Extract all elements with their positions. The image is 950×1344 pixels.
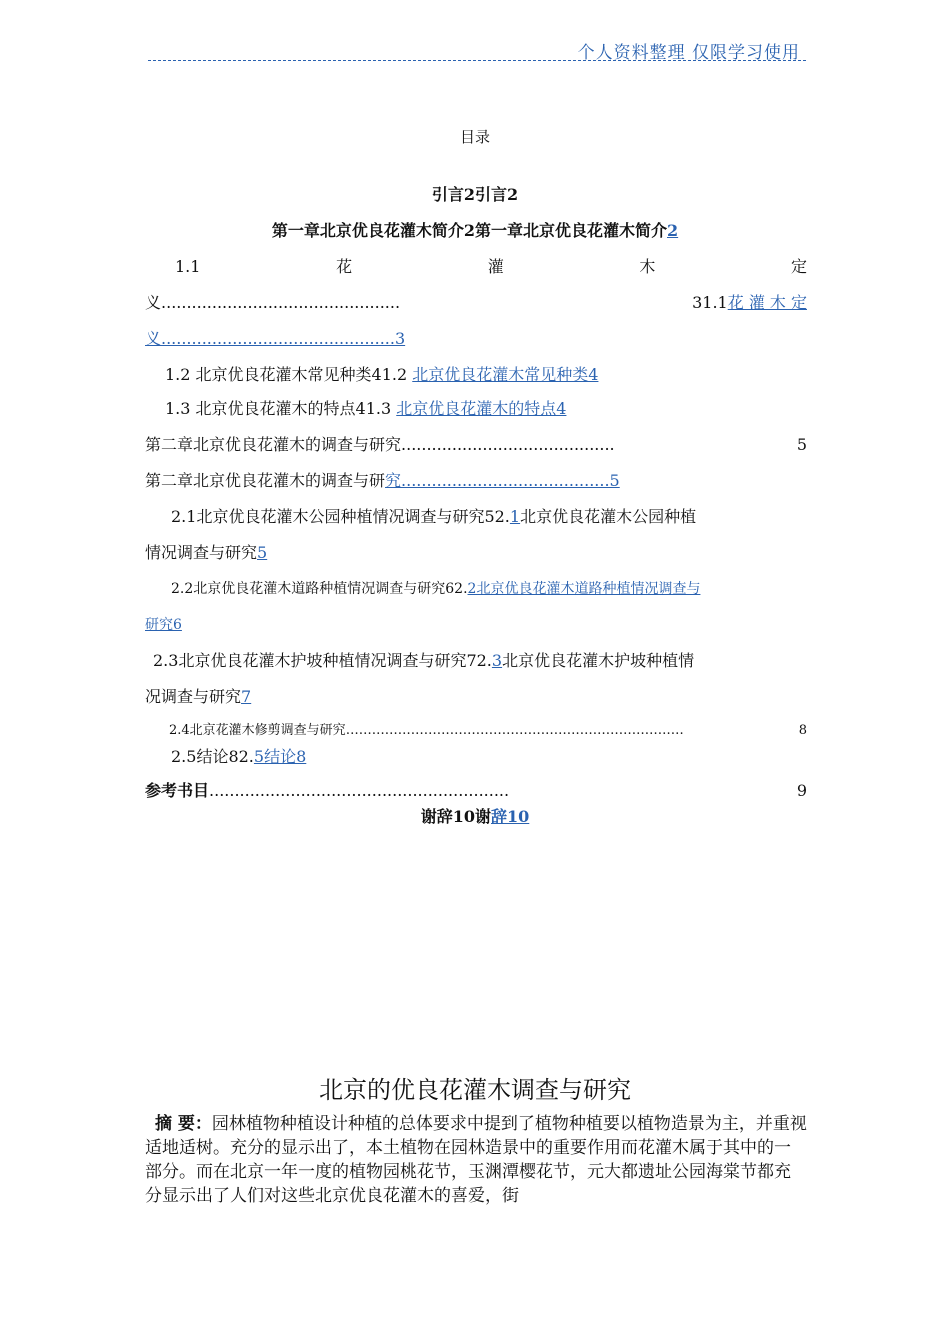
abstract-label: 摘 要： <box>155 1114 212 1134</box>
toc-chapter-1-link[interactable]: 2 <box>667 221 679 240</box>
toc-section-2-3: 2.3北京优良花灌木护坡种植情况调查与研究72.3北京优良花灌木护坡种植情 <box>153 651 695 670</box>
toc-chapter-2-dup: 第二章北京优良花灌木的调查与研究.........................................5 <box>145 471 620 490</box>
toc-section-1-3: 1.3 北京优良花灌木的特点41.3 北京优良花灌木的特点4 <box>165 399 567 418</box>
toc-section-2-1-row2: 情况调查与研究5 <box>145 543 268 562</box>
header-text: 个人资料整理 仅限学习使用 <box>577 43 800 63</box>
toc-thanks-link[interactable]: 辞10 <box>491 807 530 826</box>
abstract <box>145 1112 807 1208</box>
toc-section-2-3-row2: 况调查与研究7 <box>145 687 252 706</box>
toc-chapter-1: 第一章北京优良花灌木简介2第一章北京优良花灌木简介2 <box>271 221 679 240</box>
toc-section-2-2: 2.2北京优良花灌木道路种植情况调查与研究62.2北京优良花灌木道路种植情况调查与 <box>171 581 701 597</box>
toc-section-2-3-link2[interactable]: 7 <box>241 687 252 706</box>
toc-references: 参考书目 ........................................................... 9 <box>145 781 807 800</box>
toc-section-2-4: 2.4北京花灌木修剪调查与研究 …………………………………………………………………… 8 <box>169 723 807 738</box>
toc-section-1-1-link[interactable]: 花 灌 木 定 <box>727 293 807 312</box>
toc-section-2-5-link[interactable]: 5结论8 <box>253 747 307 766</box>
toc-section-2-1: 2.1北京优良花灌木公园种植情况调查与研究52.1北京优良花灌木公园种植 <box>171 507 697 526</box>
toc-chapter-2: 第二章北京优良花灌木的调查与研究 .......................................... 5 <box>145 435 807 454</box>
toc-section-1-3-link[interactable]: 北京优良花灌木的特点4 <box>396 399 567 418</box>
toc-thanks: 谢辞10谢辞10 <box>420 807 530 826</box>
toc-section-2-1-link[interactable]: 1 <box>509 507 521 526</box>
toc-section-1-1-row: 1.1 花 灌 木 定 <box>175 257 807 276</box>
toc-chapter-2-link[interactable]: 究.........................................5 <box>385 471 620 490</box>
toc-section-1-2-link[interactable]: 北京优良花灌木常见种类4 <box>412 365 599 384</box>
toc-section-1-1-link-cont[interactable]: 义..............................................3 <box>145 329 406 348</box>
toc-section-2-2-row2 <box>145 614 807 636</box>
document-title: 北京的优良花灌木调查与研究 <box>319 1076 631 1104</box>
toc-section-2-2-link[interactable]: 2北京优良花灌木道路种植情况调查与 <box>467 581 701 597</box>
page-header <box>148 38 806 61</box>
toc-section-2-5: 2.5结论82.5结论8 <box>171 747 307 766</box>
toc-section-2-3-link[interactable]: 3 <box>491 651 503 670</box>
toc-section-1-1-row3 <box>145 328 807 350</box>
toc-section-1-2: 1.2 北京优良花灌木常见种类41.2 北京优良花灌木常见种类4 <box>165 365 599 384</box>
toc-intro: 引言2引言2 <box>431 185 519 204</box>
abstract-text: 园林植物种植设计种植的总体要求中提到了植物种植要以植物造景为主，并重视适地适树。充分的显示出了，本土植物在园林造景中的重要作用而花灌木属于其中的一部分。而在北京一年一度的植物园桃花节，玉渊潭樱花节，元大都遗址公园海棠节都充分显示出了人们对这些北京优良花灌木的喜爱，街 <box>145 1114 807 1206</box>
toc-section-2-1-link2[interactable]: 5 <box>257 543 268 562</box>
toc-title: 目录 <box>459 128 490 146</box>
toc-section-1-1-row2: 义 ............................................... 31.1 花 灌 木 定 <box>145 293 807 312</box>
toc-section-2-2-link2[interactable]: 研究6 <box>145 617 182 633</box>
